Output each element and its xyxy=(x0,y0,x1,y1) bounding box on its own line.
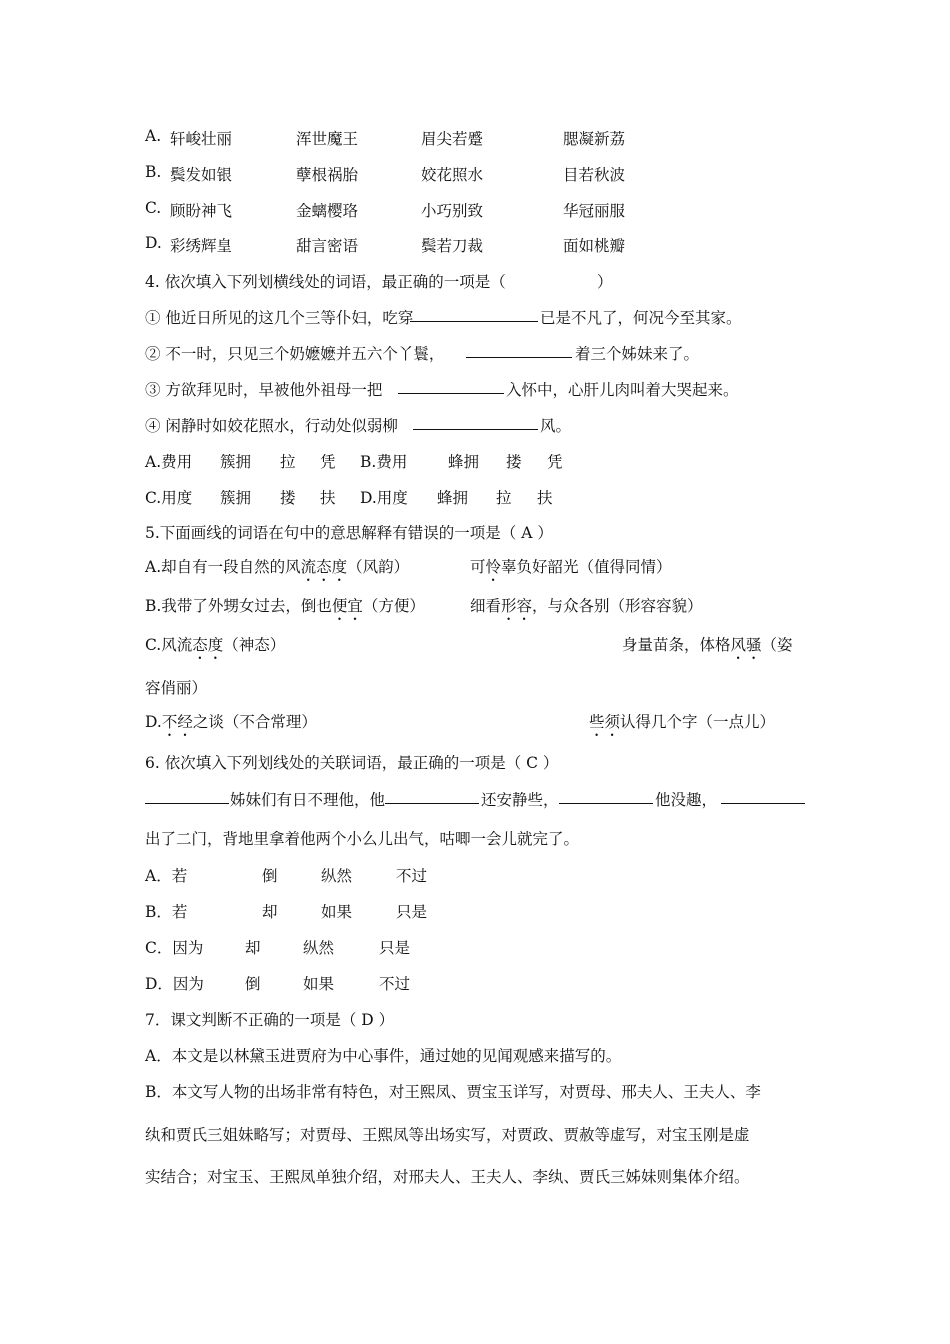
q6-blank-3 xyxy=(559,789,653,804)
option-letter: C. xyxy=(145,199,162,217)
option-word: 甜言密语 xyxy=(296,237,359,255)
q7-option-b-line-3: 实结合；对宝玉、王熙凤单独介绍，对邢夫人、王夫人、李纨、贾氏三姊妹则集体介绍。 xyxy=(145,1168,750,1186)
dotted-word: 便宜 xyxy=(331,597,363,615)
option-label: B．若 xyxy=(145,903,188,921)
q4-option-c: C.用度 xyxy=(145,489,193,507)
option-word: 倒 xyxy=(262,867,278,885)
option-word: 孽根祸胎 xyxy=(296,166,359,184)
option-label: A．若 xyxy=(145,867,188,885)
q4-option-a: A.费用 xyxy=(145,453,193,471)
q4-sentence-1: ① 他近日所见的这几个三等仆妇，吃穿 xyxy=(145,309,414,327)
q5-stem: 5.下面画线的词语在句中的意思解释有错误的一项是（ A ） xyxy=(145,524,553,542)
text: 辜负好韶光（值得同情） xyxy=(501,558,672,576)
q4-sentence-3-end: 入怀中，心肝儿肉叫着大哭起来。 xyxy=(506,381,739,399)
option-word: 顾盼神飞 xyxy=(170,202,233,220)
q5-option-c-1 xyxy=(145,633,285,663)
text: A.却自有一段自然的风 xyxy=(145,558,301,576)
option-word: 眉尖若蹙 xyxy=(421,130,484,148)
option-word: 华冠丽服 xyxy=(563,202,626,220)
q4-option-d: D.用度 xyxy=(360,489,408,507)
q4-option-b: B.费用 xyxy=(360,453,408,471)
text: C.风流 xyxy=(145,636,193,654)
text: 细看 xyxy=(470,597,502,615)
q5-option-c-2 xyxy=(622,633,793,663)
option-word: 小巧别致 xyxy=(421,202,484,220)
text: （方便） xyxy=(362,597,425,615)
q7-option-b-line-1: B．本文写人物的出场非常有特色，对王熙凤、贾宝玉详写，对贾母、邢夫人、王夫人、李 xyxy=(145,1083,761,1101)
q5-option-d-2 xyxy=(589,710,775,740)
dotted-word: 不经 xyxy=(161,713,193,731)
dotted-word: 流态度 xyxy=(300,558,348,576)
option-word: 轩峻壮丽 xyxy=(170,130,233,148)
text: （风韵） xyxy=(347,558,410,576)
q6-stem: 6. 依次填入下列划线处的关联词语，最正确的一项是（ C ） xyxy=(145,754,559,772)
option-word: 只是 xyxy=(396,903,428,921)
option-label: C．因为 xyxy=(145,939,204,957)
q4-sentence-3: ③ 方欲拜见时，早被他外祖母一把 xyxy=(145,381,383,399)
option-word: 拉 xyxy=(496,489,512,507)
dotted-word: 怜 xyxy=(485,558,502,576)
q4-blank-2 xyxy=(466,343,572,358)
q6-blank-2 xyxy=(385,789,479,804)
q6-text-1: 姊妹们有日不理他，他 xyxy=(230,791,386,809)
option-letter: D. xyxy=(145,234,162,252)
option-word: 搂 xyxy=(506,453,522,471)
text: （神态） xyxy=(223,636,286,654)
q6-blank-1 xyxy=(145,789,229,804)
option-word: 却 xyxy=(245,939,261,957)
option-word: 蜂拥 xyxy=(437,489,469,507)
option-word: 金螭樱珞 xyxy=(296,202,359,220)
q7-stem: 7．课文判断不正确的一项是（ D ） xyxy=(145,1011,395,1029)
q4-sentence-1-end: 已是不凡了，何况今至其家。 xyxy=(540,309,742,327)
text: ，与众各别（形容容貌） xyxy=(532,597,703,615)
q6-text-3: 他没趣， xyxy=(655,791,718,809)
option-word: 蜂拥 xyxy=(448,453,480,471)
dotted-word: 态度 xyxy=(192,636,224,654)
q5-option-a-1 xyxy=(145,555,409,585)
text: 认得几个字（一点儿） xyxy=(620,713,776,731)
option-word: 如果 xyxy=(321,903,353,921)
dotted-word: 些须 xyxy=(589,713,621,731)
q4-blank-4 xyxy=(413,415,538,430)
q4-sentence-2: ② 不一时，只见三个奶嬷嬷并五六个丫鬟， xyxy=(145,345,445,363)
q5-option-b-2 xyxy=(470,594,703,624)
option-word: 腮凝新荔 xyxy=(563,130,626,148)
option-word: 扶 xyxy=(320,489,336,507)
option-word: 鬓发如银 xyxy=(170,166,233,184)
text: 可 xyxy=(470,558,486,576)
option-word: 凭 xyxy=(320,453,336,471)
q7-option-a: A．本文是以林黛玉进贾府为中心事件，通过她的见闻观感来描写的。 xyxy=(145,1047,622,1065)
q4-sentence-4-end: 风。 xyxy=(540,417,572,435)
q4-blank-1 xyxy=(410,307,538,322)
option-word: 纵然 xyxy=(321,867,353,885)
option-word: 只是 xyxy=(379,939,411,957)
text: 身量苗条，体格 xyxy=(622,636,731,654)
option-word: 彩绣辉皇 xyxy=(170,237,233,255)
q6-text-2: 还安静些， xyxy=(481,791,559,809)
text: D. xyxy=(145,713,162,731)
option-label: D．因为 xyxy=(145,975,204,993)
option-word: 如果 xyxy=(303,975,335,993)
q4-stem-close: ） xyxy=(597,273,613,291)
q5-option-d-1 xyxy=(145,710,317,740)
q5-option-a-2 xyxy=(470,555,672,585)
option-word: 鬓若刀裁 xyxy=(421,237,484,255)
q5-option-c-continuation: 容俏丽） xyxy=(145,679,208,697)
option-word: 倒 xyxy=(245,975,261,993)
option-word: 姣花照水 xyxy=(421,166,484,184)
q4-blank-3 xyxy=(398,379,504,394)
option-word: 扶 xyxy=(537,489,553,507)
option-word: 簇拥 xyxy=(220,453,252,471)
option-word: 纵然 xyxy=(303,939,335,957)
option-word: 拉 xyxy=(280,453,296,471)
option-letter: B. xyxy=(145,163,162,181)
text: B.我带了外甥女过去，倒也 xyxy=(145,597,332,615)
option-word: 面如桃瓣 xyxy=(563,237,626,255)
option-word: 却 xyxy=(262,903,278,921)
option-word: 簇拥 xyxy=(220,489,252,507)
option-word: 不过 xyxy=(379,975,411,993)
option-letter: A. xyxy=(145,127,162,145)
q5-option-b-1 xyxy=(145,594,425,624)
q4-sentence-4: ④ 闲静时如姣花照水，行动处似弱柳 xyxy=(145,417,398,435)
option-word: 搂 xyxy=(280,489,296,507)
text: 之谈（不合常理） xyxy=(192,713,317,731)
text: （姿 xyxy=(761,636,793,654)
option-word: 目若秋波 xyxy=(563,166,626,184)
option-word: 浑世魔王 xyxy=(296,130,359,148)
dotted-word: 风骚 xyxy=(730,636,762,654)
option-word: 凭 xyxy=(547,453,563,471)
q6-continuation: 出了二门，背地里拿着他两个小么儿出气，咕唧一会儿就完了。 xyxy=(145,830,580,848)
q4-stem: 4. 依次填入下列划横线处的词语，最正确的一项是（ xyxy=(145,273,506,291)
q4-sentence-2-end: 着三个姊妹来了。 xyxy=(575,345,700,363)
option-word: 不过 xyxy=(396,867,428,885)
q6-blank-4 xyxy=(721,789,805,804)
q7-option-b-line-2: 纨和贾氏三姐妹略写；对贾母、王熙凤等出场实写，对贾政、贾赦等虚写，对宝玉刚是虚 xyxy=(145,1126,750,1144)
dotted-word: 形容 xyxy=(501,597,533,615)
